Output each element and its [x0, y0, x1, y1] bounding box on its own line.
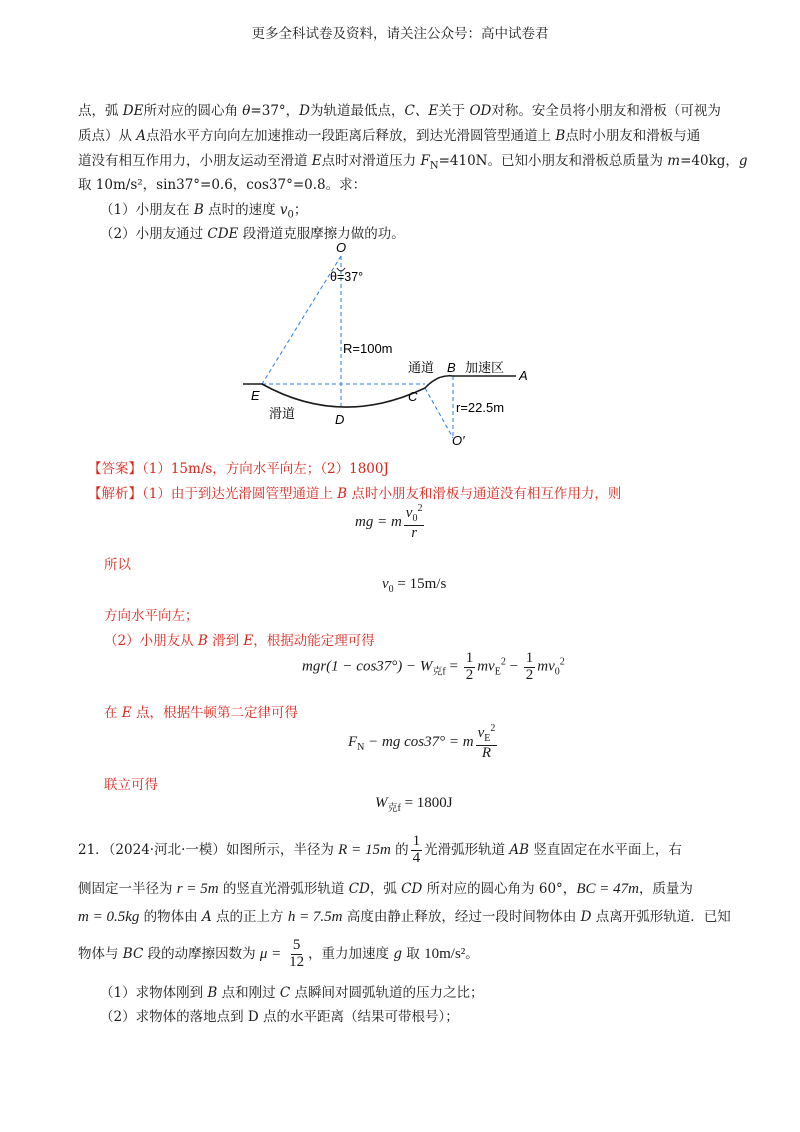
text: 所对应的圆心角 [143, 103, 243, 119]
equation-5 [375, 795, 453, 814]
channel-arc [425, 376, 453, 388]
text: 2 [465, 666, 474, 683]
text: 物体与 [78, 945, 123, 962]
text: 联立可得 [104, 777, 158, 793]
text: （2）求物体的落地点到 D 点的水平距离（结果可带根号）； [100, 1009, 459, 1025]
text: 段的动摩擦因数为 [143, 945, 260, 962]
text: 克f [387, 803, 401, 814]
text: ，质量为 [638, 881, 693, 897]
text: CDE [207, 226, 239, 242]
label-slide: 滑道 [269, 406, 296, 421]
text: mv [477, 658, 495, 675]
text: g [738, 153, 748, 169]
label-theta: θ=37° [330, 270, 364, 284]
analysis-direction [104, 604, 199, 624]
text: 取 [402, 945, 425, 962]
text: E [484, 733, 491, 744]
label-O: O [336, 240, 347, 255]
text: r [411, 524, 418, 541]
text: v [405, 505, 413, 521]
text: 滑到 [207, 633, 244, 649]
dashed-line-CO-prime [425, 388, 453, 438]
text: 点和刚过 [217, 985, 280, 1001]
text: AB [509, 841, 530, 858]
text: 点沿水平方向向左加速推动一段距离后释放，到达光滑圆管型通道上 [146, 128, 556, 144]
text: BC = 47m [576, 881, 639, 897]
fraction [287, 938, 306, 971]
text: R [481, 744, 492, 761]
text: B [193, 202, 204, 218]
text: mgr(1 − cos37°) − W [302, 658, 433, 675]
equation-1 [355, 504, 426, 541]
analysis-combine [104, 773, 158, 793]
text: CD [401, 881, 423, 897]
text: − [505, 658, 522, 675]
text: m [667, 153, 681, 169]
text: （2）小朋友从 [104, 633, 198, 649]
text: 12 [289, 953, 305, 970]
text: 0 [554, 666, 560, 678]
text: A [201, 909, 212, 925]
text: 侧固定一半径为 [78, 881, 177, 897]
header-text: 更多全科试卷及资料，请关注公众号：高中试卷君 [251, 26, 549, 42]
text: 质点）从 [78, 128, 137, 144]
text: 0 [388, 584, 394, 595]
text: E [243, 633, 254, 649]
text: h = 7.5m [287, 909, 343, 925]
text: F [420, 153, 430, 169]
text: 1 [525, 650, 534, 666]
text: 关于 [438, 103, 470, 119]
text: ，根据动能定理可得 [253, 633, 375, 649]
text: OD [469, 103, 492, 119]
text: =40kg， [680, 153, 739, 169]
text: =37°， [250, 103, 300, 119]
text: B [197, 633, 208, 649]
text: 的竖直光滑弧形轨道 [218, 881, 349, 897]
text: DE [122, 103, 144, 119]
fraction [404, 504, 425, 541]
text: R = 15m [338, 841, 391, 858]
text: 10m/s² [424, 945, 466, 962]
text: 1 [465, 650, 474, 666]
text: E [121, 705, 132, 721]
label-D: D [335, 412, 345, 427]
text: 的物体由 [139, 909, 202, 925]
problem21-question2 [100, 1005, 459, 1025]
text: m = 0.5kg [78, 909, 140, 925]
text: 5 [292, 937, 301, 953]
text: 点，根据牛顿第二定律可得 [131, 705, 298, 721]
text: μ = [259, 945, 286, 962]
problem21-line1 [78, 834, 682, 867]
text: 为轨道最低点， [310, 103, 405, 119]
text: 对称。安全员将小朋友和滑板（可视为 [491, 103, 721, 119]
text: 所对应的圆心角为 60°， [422, 881, 577, 897]
fraction [524, 651, 536, 684]
text: A [136, 128, 147, 144]
answer-line [88, 457, 389, 477]
text: 高度由静止释放，经过一段时间物体由 [342, 909, 581, 925]
text: ； [293, 202, 308, 218]
text: =410N。已知小朋友和滑板总质量为 [438, 153, 668, 169]
equation-2 [382, 576, 446, 595]
label-channel: 通道 [408, 360, 435, 375]
answer-tag: 【答案】 [88, 461, 142, 477]
text: 2 [500, 656, 506, 668]
equation-3 [302, 651, 565, 684]
label-E: E [251, 388, 260, 403]
analysis-part2 [104, 629, 375, 649]
problem21-line4 [78, 938, 479, 971]
problem21-line2 [78, 877, 693, 898]
text: 的 [390, 841, 409, 858]
equation-4 [348, 724, 499, 761]
text: 2 [525, 666, 534, 683]
text: v [477, 725, 485, 741]
text: 点时的速度 [203, 202, 280, 218]
label-r: r=22.5m [456, 400, 505, 415]
text: 点时对滑道压力 [321, 153, 421, 169]
text: 克f [432, 666, 446, 678]
text: θ [242, 103, 251, 119]
text: 点，弧 [78, 103, 123, 119]
text: 。 [465, 945, 479, 962]
analysis-so [104, 553, 131, 573]
text: B [207, 985, 218, 1001]
text: = 1800J [400, 795, 453, 811]
text: 竖直固定在水平面上，右 [529, 841, 682, 858]
text: 4 [412, 849, 421, 866]
analysis-tag: 【解析】 [88, 486, 142, 502]
analysis-line1 [88, 482, 621, 502]
text: C、E [404, 103, 439, 119]
text: 1 [412, 833, 421, 849]
text: 点时小朋友和滑板与通道没有相互作用力，则 [347, 486, 622, 502]
text: ，重力加速度 [308, 945, 394, 962]
fraction [411, 834, 423, 867]
text: 段滑道克服摩擦力做的功。 [238, 226, 405, 242]
text: D [580, 909, 592, 925]
text: 点时小朋友和滑板与通 [565, 128, 701, 144]
fraction [476, 724, 498, 761]
fraction [464, 651, 476, 684]
text: 2 [559, 656, 565, 668]
text: ，弧 [369, 881, 402, 897]
answer-text: （1）15m/s，方向水平向左；（2）1800J [142, 461, 389, 477]
text: W [375, 795, 388, 811]
text: 方向水平向左； [104, 608, 199, 624]
text: E [311, 153, 322, 169]
text: 0 [287, 209, 294, 221]
text: F [348, 734, 358, 751]
text: 取 10m/s²，sin37°=0.6，cos37°=0.8。求： [78, 177, 367, 193]
label-A: A [519, 368, 528, 383]
text: mg = m [355, 514, 402, 531]
text: 21．（2024·河北·一模）如图所示，半径为 [78, 841, 339, 858]
text: D [299, 103, 310, 119]
text: mv [537, 658, 555, 675]
track-diagram [0, 0, 800, 470]
text: − mg cos37° = m [364, 734, 474, 751]
text: C [279, 985, 291, 1001]
text: （1）小朋友在 [100, 202, 194, 218]
text: （2）小朋友通过 [100, 226, 208, 242]
analysis-part3 [104, 701, 298, 721]
text: 道没有相互作用力，小朋友运动至滑道 [78, 153, 312, 169]
text: B [555, 128, 566, 144]
text: r = 5m [176, 881, 219, 897]
text: B [337, 486, 348, 502]
text: N [429, 160, 439, 172]
text: v [382, 576, 389, 592]
text: 2 [490, 723, 496, 734]
label-B: B [447, 360, 456, 375]
text: E [494, 666, 501, 678]
label-R: R=100m [343, 341, 393, 356]
label-C: C [408, 389, 418, 404]
text: CD [348, 881, 370, 897]
text: BC [122, 945, 144, 962]
label-O-prime: O′ [452, 433, 465, 448]
text: 在 [104, 705, 122, 721]
text: g [393, 945, 403, 962]
text: = 15m/s [393, 576, 447, 592]
text: = [445, 658, 462, 675]
text: 点离开弧形轨道．已知 [591, 909, 731, 925]
text: 2 [417, 503, 423, 514]
text: （1）求物体刚到 [100, 985, 208, 1001]
text: 点瞬间对圆弧轨道的压力之比； [290, 985, 484, 1001]
problem21-question1 [100, 981, 484, 1001]
text: 所以 [104, 557, 131, 573]
text: N [357, 742, 365, 754]
text: 光滑弧形轨道 [424, 841, 510, 858]
text: 点的正上方 [211, 909, 288, 925]
problem21-line3 [78, 905, 731, 926]
label-accel-zone: 加速区 [465, 360, 505, 375]
text: v [279, 202, 288, 218]
slide-arc [262, 384, 425, 407]
text: 0 [412, 513, 418, 524]
text: （1）由于到达光滑圆管型通道上 [142, 486, 338, 502]
